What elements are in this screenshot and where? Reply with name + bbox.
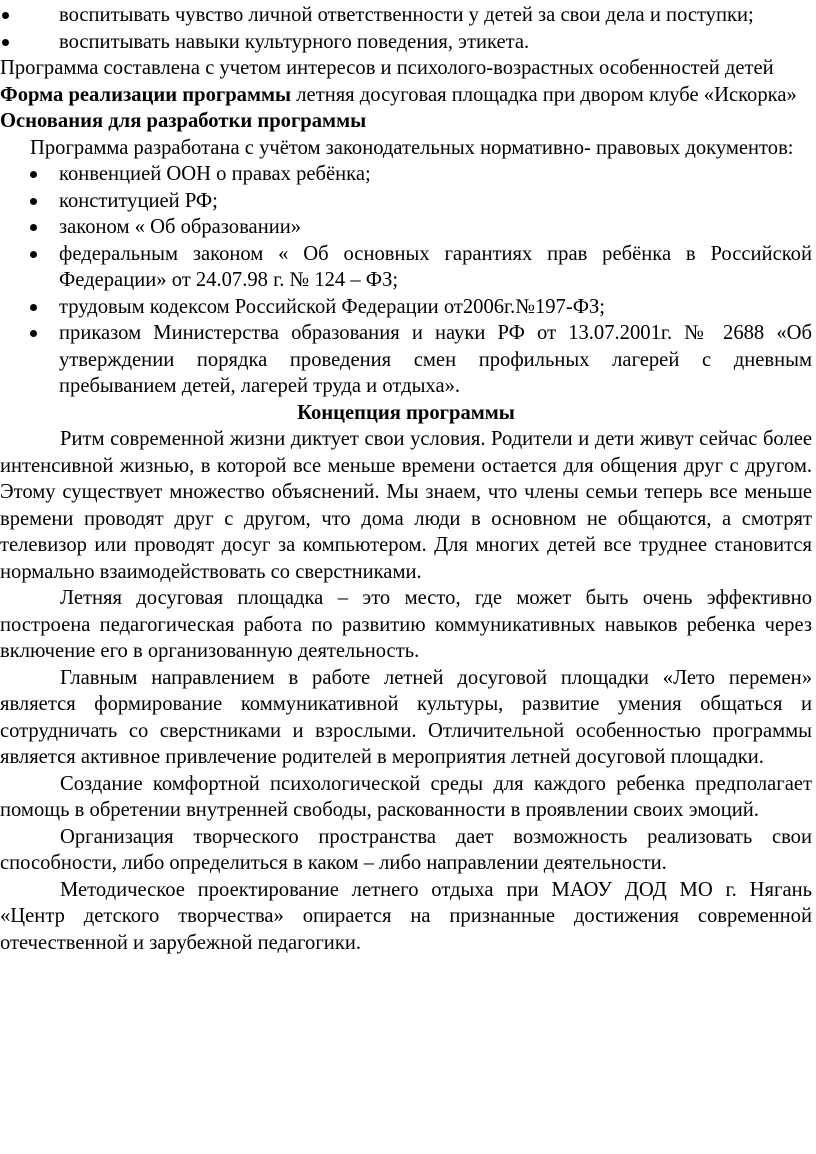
form-label: Форма реализации программы [0, 83, 292, 106]
bullet-icon [30, 171, 37, 178]
concept-paragraph: Летняя досуговая площадка – это место, где может быть очень эффективно построена педагогическая работа по развитию коммуникативных навыков ребенка через включение его в организованную деятельность. [0, 587, 812, 662]
bullet-icon [2, 39, 9, 46]
list-item [0, 294, 812, 321]
list-item-text: конституцией РФ; [59, 189, 218, 212]
form-paragraph [0, 82, 812, 109]
bullet-icon [30, 251, 37, 258]
list-item [0, 161, 812, 188]
list-item-text: федеральным законом « Об основных гарантиях прав ребёнка в Российской Федерации» от 24.07.98 г. № 124 – ФЗ; [59, 242, 812, 291]
concept-paragraph: Главным направлением в работе летней досуговой площадки «Лето перемен» является формирование коммуникативной культуры, развитие умения общаться и сотрудничать со сверстниками и взрослыми. Отличительной особенностью программы является активное привлечение родителей в мероприятия летней досуговой площадки. [0, 666, 812, 768]
list-item [0, 214, 812, 241]
program-compiled-text: Программа составлена с учетом интересов и психолого-возрастных особенностей детей [0, 57, 774, 79]
bullet-icon [30, 330, 37, 337]
list-item [0, 241, 812, 294]
concept-paragraph: Методическое проектирование летнего отдыха при МАОУ ДОД МО г. Нягань «Центр детского творчества» опирается на признанные достижения современной отечественной и зарубежной педагогики. [0, 878, 812, 954]
list-item [0, 29, 812, 56]
concept-paragraph: Создание комфортной психологической среды для каждого ребенка предполагает помощь в обретении внутренней свободы, раскованности в проявлении своих эмоций. [0, 772, 812, 821]
concept-heading: Концепция программы [297, 401, 515, 424]
list-item-text: конвенцией ООН о правах ребёнка; [59, 163, 371, 185]
list-item [0, 320, 812, 400]
goals-list [0, 2, 812, 55]
list-item [0, 2, 812, 29]
basis-heading [0, 108, 812, 135]
list-item-text: трудовым кодексом Российской Федерации от2006г.№197-ФЗ; [59, 295, 606, 318]
bullet-icon [30, 304, 37, 311]
basis-heading-text: Основания для разработки программы [0, 110, 367, 132]
bullet-icon [30, 198, 37, 205]
concept-paragraph: Ритм современной жизни диктует свои условия. Родители и дети живут сейчас более интенсивной жизнью, в которой все меньше времени остается для общения друг с другом. Этому существует множество объяснений. Мы знаем, что члены семьи теперь все меньше времени проводят друг с другом, что дома люди в основном не общаются, а смотрят телевизор или проводят досуг за компьютером. Для многих детей все труднее становится нормально взаимодействовать со сверстниками. [0, 428, 812, 583]
list-item-text: приказом Министерства образования и науки РФ от 13.07.2001г. № 2688 «Об утверждении порядка проведения смен профильных лагерей с дневным пребыванием детей, лагерей труда и отдыха». [59, 322, 812, 397]
list-item-text: законом « Об образовании» [59, 216, 302, 238]
bullet-icon [30, 224, 37, 231]
bullet-icon [2, 12, 9, 19]
basis-intro: Программа разработана с учётом законодательных нормативно- правовых документов: [30, 136, 794, 159]
documents-list [0, 161, 812, 400]
form-text: летняя досуговая площадка при двором клубе «Искорка» [291, 83, 797, 106]
concept-paragraph: Организация творческого пространства дает возможность реализовать свои способности, либо определиться в каком – либо направлении деятельности. [0, 825, 812, 874]
list-item-text: воспитывать навыки культурного поведения, этикета. [59, 30, 530, 53]
list-item-text: воспитывать чувство личной ответственности у детей за свои дела и поступки; [59, 4, 754, 26]
list-item [0, 188, 812, 215]
